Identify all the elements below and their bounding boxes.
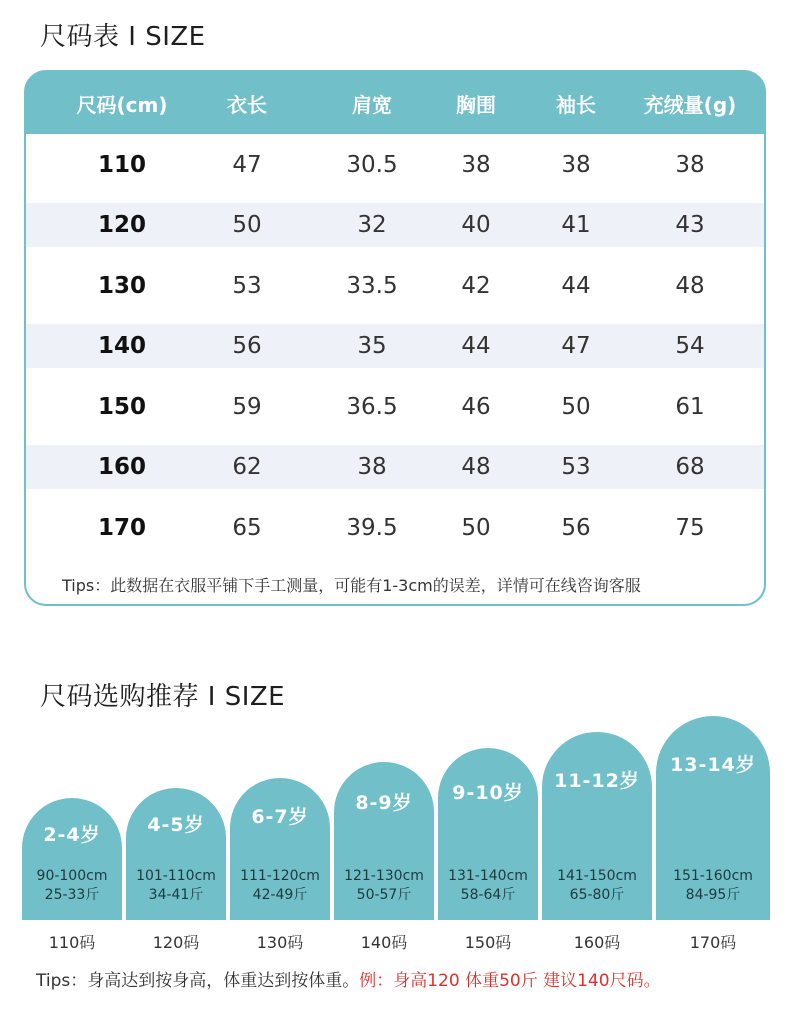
cell-sleeve: 44 [561,272,591,299]
card-height: 101-110cm [136,868,216,884]
cell-fill: 43 [675,212,705,238]
cell-size: 130 [97,272,146,299]
card-weight: 58-64斤 [460,887,516,903]
card-height: 151-160cm [673,868,753,884]
cell-fill: 75 [675,514,705,541]
size-label: 130码 [256,933,304,952]
header-chest: 胸围 [456,92,496,117]
recommend-cards [22,700,770,920]
age-card [126,788,226,920]
card-weight: 65-80斤 [569,887,625,903]
cell-size: 170 [97,514,146,541]
header-fill: 充绒量(g) [643,92,737,117]
size-table-header [26,72,764,134]
cell-length: 47 [232,151,262,178]
cell-length: 56 [232,333,262,359]
header-sleeve: 袖长 [556,92,596,117]
cell-shoulder: 39.5 [346,514,398,541]
card-height: 121-130cm [344,868,424,884]
age-card [22,798,122,920]
cell-sleeve: 41 [561,212,591,238]
size-table-body [26,134,764,606]
cell-fill: 38 [675,151,705,178]
table-tips: Tips：此数据在衣服平铺下手工测量，可能有1-3cm的误差，详情可在线咨询客服 [62,576,641,595]
table-row [26,376,764,437]
header-shoulder: 肩宽 [352,92,392,117]
cell-size: 150 [97,393,146,420]
card-age: 6-7岁 [251,806,309,828]
cell-sleeve: 56 [561,514,591,541]
card-weight: 25-33斤 [44,887,100,903]
cell-sleeve: 53 [561,454,591,480]
cell-fill: 48 [675,272,705,299]
cell-chest: 42 [461,272,491,299]
card-height: 111-120cm [240,868,320,884]
table-row [26,255,764,316]
header-length: 衣长 [227,92,267,117]
cell-shoulder: 36.5 [346,393,398,420]
card-age: 2-4岁 [43,824,101,846]
card-age: 8-9岁 [355,792,413,814]
card-age: 4-5岁 [147,814,205,836]
cell-length: 59 [232,393,262,420]
table-row [26,134,764,195]
cell-chest: 46 [461,393,491,420]
card-age: 13-14岁 [670,754,756,776]
cell-chest: 44 [461,333,491,359]
card-weight: 50-57斤 [356,887,412,903]
table-row [26,497,764,558]
card-height: 90-100cm [36,868,108,884]
card-age: 9-10岁 [452,782,524,804]
cell-shoulder: 38 [357,454,387,480]
cell-shoulder: 33.5 [346,272,398,299]
age-card [438,748,538,920]
cell-fill: 68 [675,454,705,480]
size-table [24,70,766,606]
recommend-tips-main: Tips：身高达到按身高，体重达到按体重。 [36,971,360,991]
cell-chest: 48 [461,454,491,480]
age-card [334,762,434,920]
card-weight: 84-95斤 [685,887,741,903]
cell-shoulder: 32 [357,212,387,238]
cell-shoulder: 35 [357,333,387,359]
size-label: 160码 [573,933,621,952]
size-label: 140码 [360,933,408,952]
age-card [656,716,770,920]
cell-length: 62 [232,454,262,480]
card-weight: 42-49斤 [252,887,308,903]
age-card [542,732,652,920]
cell-sleeve: 50 [561,393,591,420]
card-height: 141-150cm [557,868,637,884]
cell-fill: 61 [675,393,705,420]
recommend-tips-example: 例：身高120 体重50斤 建议140尺码。 [359,971,661,991]
cell-sleeve: 38 [561,151,591,178]
cell-size: 140 [97,333,146,359]
cell-size: 110 [97,151,146,178]
card-weight: 34-41斤 [148,887,204,903]
cell-chest: 38 [461,151,491,178]
age-card [230,778,330,920]
cell-chest: 50 [461,514,491,541]
size-label: 120码 [152,933,200,952]
size-label: 170码 [689,933,737,952]
table-row [26,445,764,489]
cell-size: 160 [97,454,146,480]
cell-size: 120 [97,212,146,238]
cell-length: 65 [232,514,262,541]
table-row [26,324,764,368]
size-chart-title: 尺码表 I SIZE [40,22,206,52]
cell-length: 53 [232,272,262,299]
card-height: 131-140cm [448,868,528,884]
recommend-title: 尺码选购推荐 I SIZE [40,682,286,712]
cell-length: 50 [232,212,262,238]
table-row [26,203,764,247]
card-age: 11-12岁 [554,770,640,792]
header-size: 尺码(cm) [76,92,168,117]
cell-shoulder: 30.5 [346,151,398,178]
cell-chest: 40 [461,212,491,238]
size-label: 150码 [464,933,512,952]
recommend-tips [36,966,661,991]
cell-fill: 54 [675,333,705,359]
size-label: 110码 [48,933,96,952]
cell-sleeve: 47 [561,333,591,359]
